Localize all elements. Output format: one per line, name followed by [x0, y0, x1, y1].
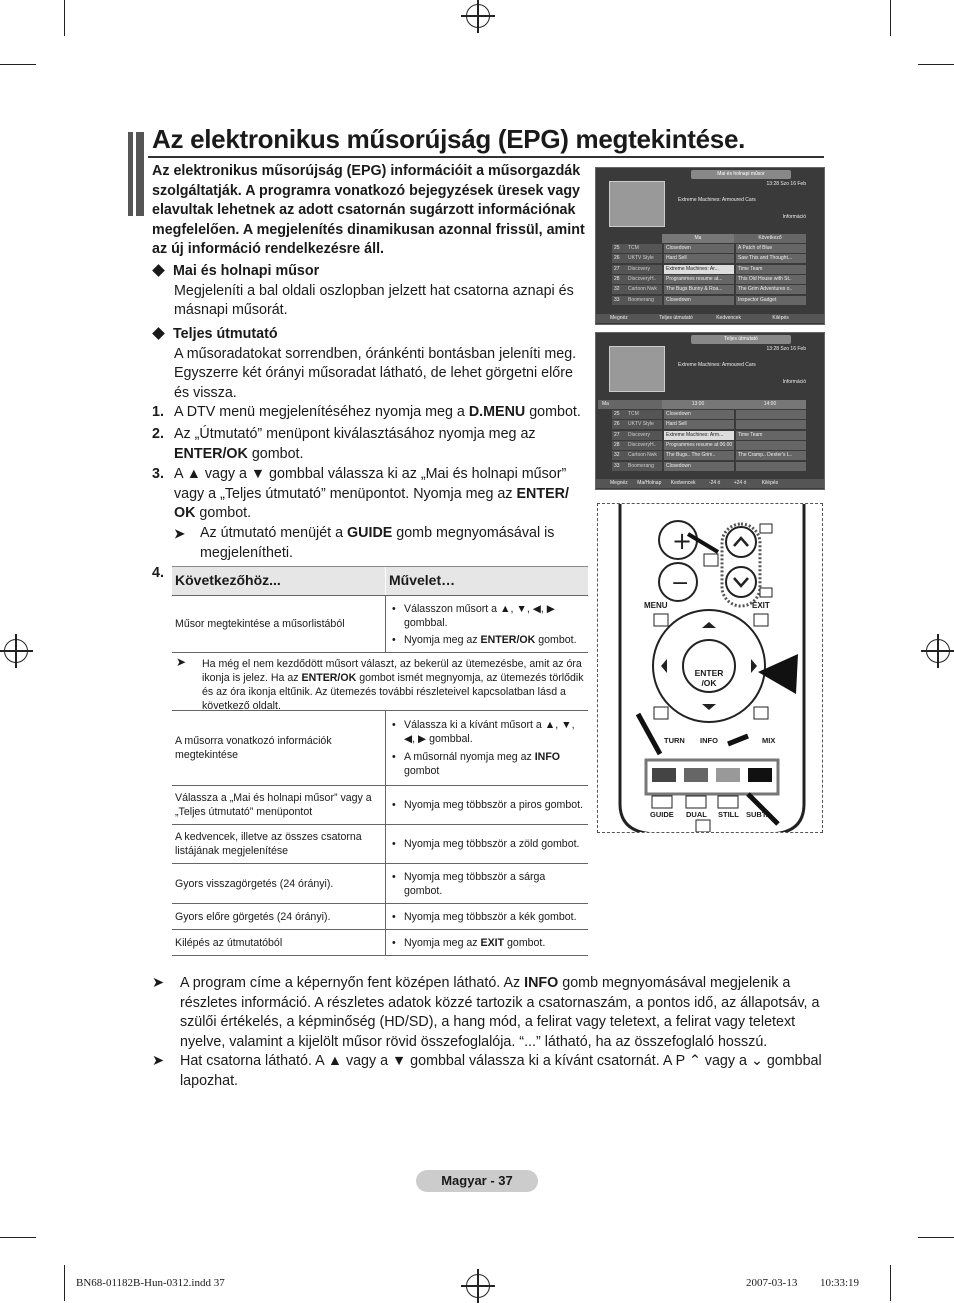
program-cell[interactable]: This Old House with St..	[736, 275, 806, 284]
table-row	[172, 595, 588, 653]
footer-hint: Megnéz	[610, 480, 628, 486]
channel-name[interactable]: UKTV Style	[626, 420, 662, 429]
channel-number[interactable]: 26	[612, 254, 626, 263]
page-number-badge: Magyar - 37	[416, 1170, 538, 1192]
intro-paragraph: Az elektronikus műsorújság (EPG) információit a műsorgazdák szolgáltatják. A programra vonatkozó bejegyzések üresek vagy elavultak lehetnek az adott csatornán sugárzott információnak megfelelően. A megjelenítés dinamikusan azonnal frissül, amint az új információ rendelkezésre áll.	[152, 163, 585, 258]
note-text: gomb megnyomásával megjelenik a részletes információ. A részletes adatok közzé tartozik a csatornaszám, a pontos idő, az állapotsáv, a szülői értékelés, a képminőség (HD/SD), a hang mód, a felirat vagy teletext, a felirat vagy teletext nyelve, valamint a kijelölt műsor rövid összefoglalója. “...” látható, ha az összefoglaló hosszú.	[180, 975, 820, 1050]
program-cell[interactable]: Time Team	[736, 431, 806, 440]
screen-time: 13:28 Szo 16 Feb	[766, 346, 806, 352]
table-cell	[386, 596, 588, 652]
step-key: D.MENU	[468, 404, 526, 420]
bottom-note-info	[152, 974, 822, 1052]
table-item: • Nyomja meg többször a zöld gombot.	[404, 837, 585, 851]
footer-hint: Ma/Holnap	[637, 480, 662, 486]
channel-name[interactable]: Cartoon Nwk	[626, 285, 662, 294]
program-cell[interactable]: Programmes resume at 06:00	[666, 441, 733, 448]
channel-number[interactable]: 27	[612, 431, 626, 440]
note-text: gomb megnyomásával is megjelenítheti.	[200, 525, 555, 561]
table-item: • Nyomja meg többször a kék gombot.	[404, 910, 585, 924]
table-item: • Nyomja meg többször a piros gombot.	[404, 798, 585, 812]
note-text: A program címe a képernyőn fent középen látható. Az	[180, 975, 525, 991]
channel-name[interactable]: UKTV Style	[626, 254, 662, 263]
crop-mark	[0, 1237, 36, 1238]
epg-screen-full-guide	[595, 332, 825, 490]
bullet-today-tomorrow	[152, 262, 588, 321]
program-cell[interactable]: Closedown	[664, 410, 734, 419]
channel-number[interactable]: 25	[612, 410, 626, 419]
footer-hint: Kilépés	[772, 315, 789, 321]
channel-name[interactable]: TCM	[626, 244, 662, 253]
channel-name[interactable]: TCM	[626, 410, 662, 419]
channel-number[interactable]: 32	[612, 451, 626, 460]
bullet-body: A műsoradatokat sorrendben, óránkénti bontásban jeleníti meg. Egyszerre két órányi műsoradat látható, de lehet görgetni előre és vissza.	[174, 345, 577, 401]
item-text: Nyomja meg az	[404, 633, 481, 646]
note-text: Ha még el nem kezdődött műsort választ, az bekerül az ütemezésbe, amit az óra ikonja is jelez. Ha az	[202, 658, 582, 684]
table-cell: A műsorra vonatkozó információk megtekintése	[172, 711, 386, 785]
footer-hint: Teljes útmutató	[659, 315, 693, 321]
table-cell	[386, 825, 588, 863]
table-cell: Kilépés az útmutatóból	[172, 930, 386, 955]
channel-number[interactable]: 33	[612, 296, 626, 305]
bottom-note-channels	[152, 1052, 822, 1091]
table-cell: A kedvencek, illetve az összes csatorna listájának megjelenítése	[172, 825, 386, 863]
channel-name[interactable]: Cartoon Nwk	[626, 451, 662, 460]
screen-title: Mai és holnapi műsor	[691, 170, 791, 179]
program-cell[interactable]: Time Team	[736, 265, 806, 274]
step-2	[152, 425, 588, 464]
program-cell[interactable]: Closedown	[664, 296, 734, 305]
program-cell[interactable]: Closedown	[664, 462, 734, 471]
footer-timestamp: 2007-03-13 ￿￿ 10:33:19	[746, 1277, 860, 1289]
program-cell[interactable]: Extreme Machines: Ar...	[664, 265, 734, 274]
table-header-cell: Következőhöz...	[172, 567, 386, 595]
diamond-bullet-icon	[152, 327, 165, 340]
registration-mark-icon	[466, 1274, 490, 1298]
table-row	[172, 930, 588, 956]
table-cell	[386, 864, 588, 903]
item-text: gombot.	[535, 633, 577, 646]
screen-footer	[596, 479, 824, 488]
crop-mark	[64, 1265, 65, 1301]
item-key: INFO	[534, 751, 561, 763]
dual-button-label: DUAL	[686, 810, 707, 819]
column-today: Ma	[598, 400, 662, 409]
channel-number[interactable]: 25	[612, 244, 626, 253]
program-cell[interactable]	[736, 462, 806, 471]
column-today: Ma	[662, 234, 734, 243]
table-cell	[386, 786, 588, 824]
item-key: EXIT	[480, 936, 505, 949]
crop-mark	[918, 64, 954, 65]
table-cell: Gyors előre görgetés (24 órányi).	[172, 904, 386, 929]
note-key: ENTER/OK	[301, 672, 357, 684]
table-row	[172, 864, 588, 904]
program-cell[interactable]: Inspector Gadget	[736, 296, 806, 305]
table-item: • Nyomja meg többször a sárga gombot.	[404, 870, 585, 898]
program-cell[interactable]: The Bugs Bunny & Roa...	[664, 285, 734, 294]
program-title: Extreme Machines: Armoured Cars	[678, 362, 756, 368]
footer-hint: -24 ó	[708, 480, 721, 486]
info-label: Információ	[782, 214, 806, 220]
step-key: ENTER/OK	[174, 445, 248, 462]
action-table	[172, 566, 588, 956]
channel-name[interactable]: Discovery	[626, 431, 662, 440]
step-text: A DTV menü megjelenítéséhez nyomja meg a	[174, 404, 469, 420]
table-cell	[386, 904, 588, 929]
epg-screen-today	[595, 167, 825, 325]
step-3	[152, 465, 588, 524]
footer-hint: Kilépés	[761, 480, 779, 486]
crop-mark	[890, 0, 891, 36]
registration-mark-icon	[926, 639, 950, 663]
svg-text:−: −	[671, 571, 690, 596]
program-cell[interactable]: A Patch of Blue	[736, 244, 806, 253]
channel-name[interactable]: Discovery	[626, 265, 662, 274]
note-arrow-icon: ➤	[152, 975, 164, 991]
channel-number[interactable]: 32	[612, 285, 626, 294]
item-text: A műsornál nyomja meg az	[404, 751, 535, 763]
footer-hint: +24 ó	[733, 480, 747, 486]
program-title: Extreme Machines: Armoured Cars	[678, 197, 756, 203]
table-item: • Válassza ki a kívánt műsort a ▲, ▼, ◀, ▶ gombbal.	[404, 718, 585, 746]
table-item	[404, 633, 585, 647]
item-text: gombot.	[504, 936, 546, 949]
bullet-heading: Teljes útmutató	[173, 326, 278, 342]
table-cell	[386, 930, 588, 955]
note-key: GUIDE	[347, 525, 393, 541]
program-cell[interactable]	[736, 441, 806, 450]
step-number: 3.	[152, 466, 164, 482]
bullet-body: Megjeleníti a bal oldali oszlopban jelzett hat csatorna aznapi és másnapi műsorát.	[174, 282, 574, 319]
program-cell[interactable]: The Bugs.. The Grim..	[664, 451, 734, 460]
footer-hint: Kedvencek	[670, 480, 696, 486]
time-slot: 14:00	[734, 400, 806, 409]
enter-ok-button[interactable]: ENTER /OK	[694, 668, 724, 688]
footer-hint: Megnéz	[610, 315, 628, 321]
bullet-full-guide	[152, 325, 588, 403]
table-note	[172, 653, 588, 711]
table-cell: Válassza a „Mai és holnapi műsor” vagy a „Teljes útmutató” menüpontot	[172, 786, 386, 824]
preview-thumbnail	[609, 346, 665, 392]
turn-button-label: TURN	[664, 736, 685, 745]
title-rule	[148, 156, 824, 158]
footer-filename: BN68-01182B-Hun-0312.indd 37	[76, 1277, 225, 1289]
note-arrow-icon: ➤	[152, 1053, 164, 1069]
item-key: ENTER/OK	[480, 633, 536, 646]
footer-hint: Kedvencek	[716, 315, 741, 321]
table-header	[172, 566, 588, 595]
table-row	[172, 904, 588, 930]
program-cell[interactable]: Closedown	[664, 244, 734, 253]
note-text: Az útmutató menüjét a	[200, 525, 348, 541]
item-text: gombot	[404, 765, 440, 777]
step-text: A ▲ vagy a ▼ gombbal válassza ki az „Mai és holnapi műsor” vagy a „Teljes útmutató” menüpontot. Nyomja meg az	[174, 466, 567, 502]
table-item: • Válasszon műsort a ▲, ▼, ◀, ▶ gombbal.	[404, 602, 585, 630]
program-cell[interactable]: The Cramp.. Dexter's L..	[736, 451, 806, 460]
step-text: Az „Útmutató” menüpont kiválasztásához nyomja meg az	[174, 426, 536, 442]
step-number: 1.	[152, 404, 164, 420]
table-row	[172, 825, 588, 864]
channel-number[interactable]: 28	[612, 441, 626, 450]
time-slot: 13:00	[662, 400, 734, 409]
table-cell: Gyors visszagörgetés (24 órányi).	[172, 864, 386, 903]
title-accent-bar	[128, 132, 144, 216]
info-button-label: INFO	[700, 736, 718, 745]
program-cell[interactable]: Programmes resume at...	[664, 275, 734, 284]
program-cell[interactable]: The Grim Adventures o..	[736, 285, 806, 294]
step-text: gombot.	[195, 505, 252, 522]
crop-mark	[0, 64, 36, 65]
still-button-label: STILL	[718, 810, 739, 819]
channel-name[interactable]: DiscoveryH..	[626, 441, 662, 450]
note-key: INFO	[524, 975, 559, 991]
table-cell	[386, 711, 588, 785]
diamond-bullet-icon	[152, 264, 165, 277]
program-cell[interactable]: Hard Sell	[664, 254, 734, 263]
table-cell: Műsor megtekintése a műsorlistából	[172, 596, 386, 652]
column-next: Következő	[734, 234, 806, 243]
title-accent-stripe	[133, 132, 136, 216]
screen-footer	[596, 314, 824, 323]
program-cell[interactable]	[736, 420, 806, 429]
program-cell[interactable]: Hard Sell	[664, 420, 734, 429]
remote-control-illustration	[597, 503, 823, 833]
channel-name[interactable]: DiscoveryH..	[626, 275, 662, 284]
channel-number[interactable]: 26	[612, 420, 626, 429]
preview-thumbnail	[609, 181, 665, 227]
note-text: gombot ismét megnyomja, az ütemezés törlődik és az óra ikonja eltűnik. Az ütemezés további részleteivel kapcsolatban lásd a következő oldalt.	[202, 672, 584, 712]
screen-title: Teljes útmutató	[691, 335, 791, 344]
program-cell[interactable]	[736, 410, 806, 419]
table-header-cell: Művelet…	[389, 572, 456, 588]
step-1	[152, 403, 588, 423]
table-item	[404, 750, 585, 778]
channel-name[interactable]: Boomerang	[626, 462, 662, 471]
page-title: Az elektronikus műsorújság (EPG) megtekintése.	[152, 124, 746, 154]
crop-mark	[918, 1237, 954, 1238]
screen-time: 13:28 Szo 16 Feb	[766, 181, 806, 187]
note-arrow-icon: ➤	[176, 655, 187, 669]
registration-mark-icon	[4, 639, 28, 663]
registration-mark-icon	[466, 4, 490, 28]
menu-button-label: MENU	[644, 601, 668, 610]
channel-number[interactable]: 27	[612, 265, 626, 274]
guide-button-label: GUIDE	[650, 810, 674, 819]
program-cell[interactable]: Saw This and Thought...	[736, 254, 806, 263]
channel-number[interactable]: 28	[612, 275, 626, 284]
step-number: 4.	[152, 565, 164, 581]
channel-number[interactable]: 33	[612, 462, 626, 471]
step-3-note	[174, 524, 588, 563]
crop-mark	[890, 1265, 891, 1301]
crop-mark	[64, 0, 65, 36]
info-label: Információ	[782, 379, 806, 385]
step-text: gombot.	[525, 404, 581, 420]
table-row	[172, 786, 588, 825]
note-text: Hat csatorna látható. A ▲ vagy a ▼ gombbal válassza ki a kívánt csatornát. A P ⌃ vagy a ⌄ gombbal lapozhat.	[180, 1053, 822, 1089]
channel-name[interactable]: Boomerang	[626, 296, 662, 305]
step-text: gombot.	[247, 445, 304, 462]
mix-button-label: MIX	[762, 736, 776, 745]
step-key: ENTER/ OK	[174, 485, 569, 522]
note-arrow-icon: ➤	[174, 526, 183, 541]
step-number: 2.	[152, 426, 164, 442]
exit-button-label: EXIT	[752, 601, 770, 610]
program-cell[interactable]: Extreme Machines: Arm...	[664, 431, 734, 440]
bullet-heading: Mai és holnapi műsor	[173, 263, 320, 279]
svg-text:+: +	[672, 527, 693, 555]
table-row	[172, 711, 588, 786]
item-text: Nyomja meg az	[404, 936, 481, 949]
table-item	[404, 936, 585, 950]
subt-button-label: SUBT.	[746, 810, 768, 819]
